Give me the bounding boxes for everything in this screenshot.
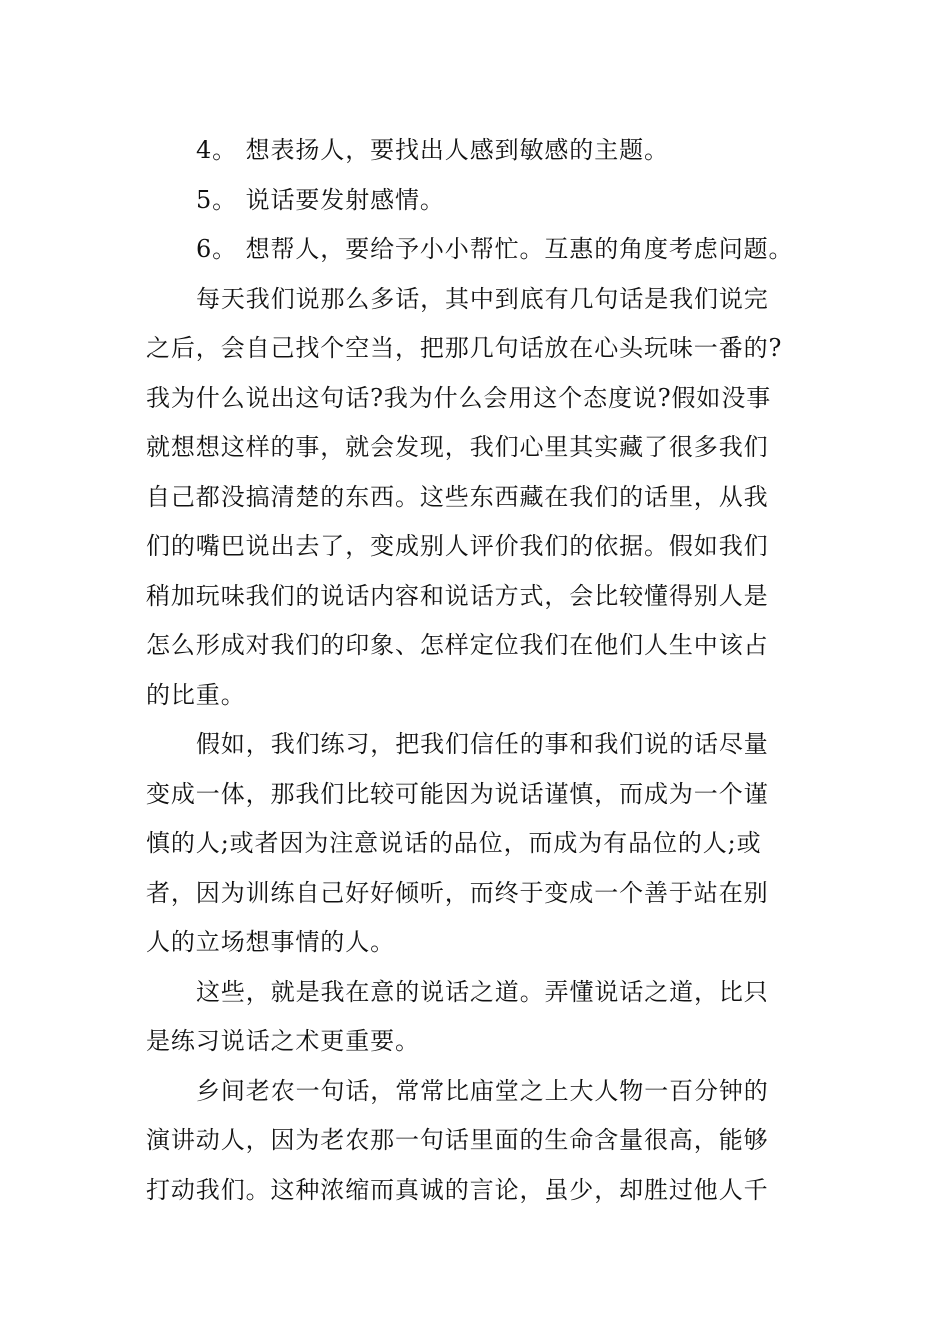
paragraph-1-line-2: 之后，会自己找个空当，把那几句话放在心头玩味一番的? (146, 334, 783, 362)
paragraph-1-line-4: 就想想这样的事，就会发现，我们心里其实藏了很多我们 (146, 433, 769, 461)
paragraph-1-line-6: 们的嘴巴说出去了，变成别人评价我们的依据。假如我们 (146, 532, 769, 560)
paragraph-3-line-2: 是练习说话之术更重要。 (146, 1027, 420, 1055)
paragraph-3-line-1: 这些，就是我在意的说话之道。弄懂说话之道，比只 (196, 978, 769, 1006)
paragraph-2-line-5: 人的立场想事情的人。 (146, 928, 395, 956)
list-item-5: 5。 说话要发射感情。 (196, 186, 445, 214)
paragraph-1-line-8: 怎么形成对我们的印象、怎样定位我们在他们人生中该占 (146, 631, 769, 659)
paragraph-4-line-3: 打动我们。这种浓缩而真诚的言论，虽少，却胜过他人千 (146, 1176, 769, 1204)
paragraph-2-line-2: 变成一体，那我们比较可能因为说话谨慎，而成为一个谨 (146, 780, 769, 808)
paragraph-1-line-9: 的比重。 (146, 681, 246, 709)
list-item-4: 4。 想表扬人，要找出人感到敏感的主题。 (196, 136, 669, 164)
paragraph-1-line-3: 我为什么说出这句话?我为什么会用这个态度说?假如没事 (146, 384, 772, 412)
paragraph-2-line-4: 者，因为训练自己好好倾听，而终于变成一个善于站在别 (146, 879, 769, 907)
paragraph-2-line-1: 假如，我们练习，把我们信任的事和我们说的话尽量 (196, 730, 769, 758)
paragraph-4-line-2: 演讲动人，因为老农那一句话里面的生命含量很高，能够 (146, 1126, 769, 1154)
paragraph-1-line-1: 每天我们说那么多话，其中到底有几句话是我们说完 (196, 285, 769, 313)
paragraph-2-line-3: 慎的人;或者因为注意说话的品位，而成为有品位的人;或 (146, 829, 762, 857)
list-item-6: 6。 想帮人，要给予小小帮忙。互惠的角度考虑问题。 (196, 235, 794, 263)
paragraph-1-line-5: 自己都没搞清楚的东西。这些东西藏在我们的话里，从我 (146, 483, 769, 511)
paragraph-1-line-7: 稍加玩味我们的说话内容和说话方式，会比较懂得别人是 (146, 582, 769, 610)
paragraph-4-line-1: 乡间老农一句话，常常比庙堂之上大人物一百分钟的 (196, 1077, 769, 1105)
